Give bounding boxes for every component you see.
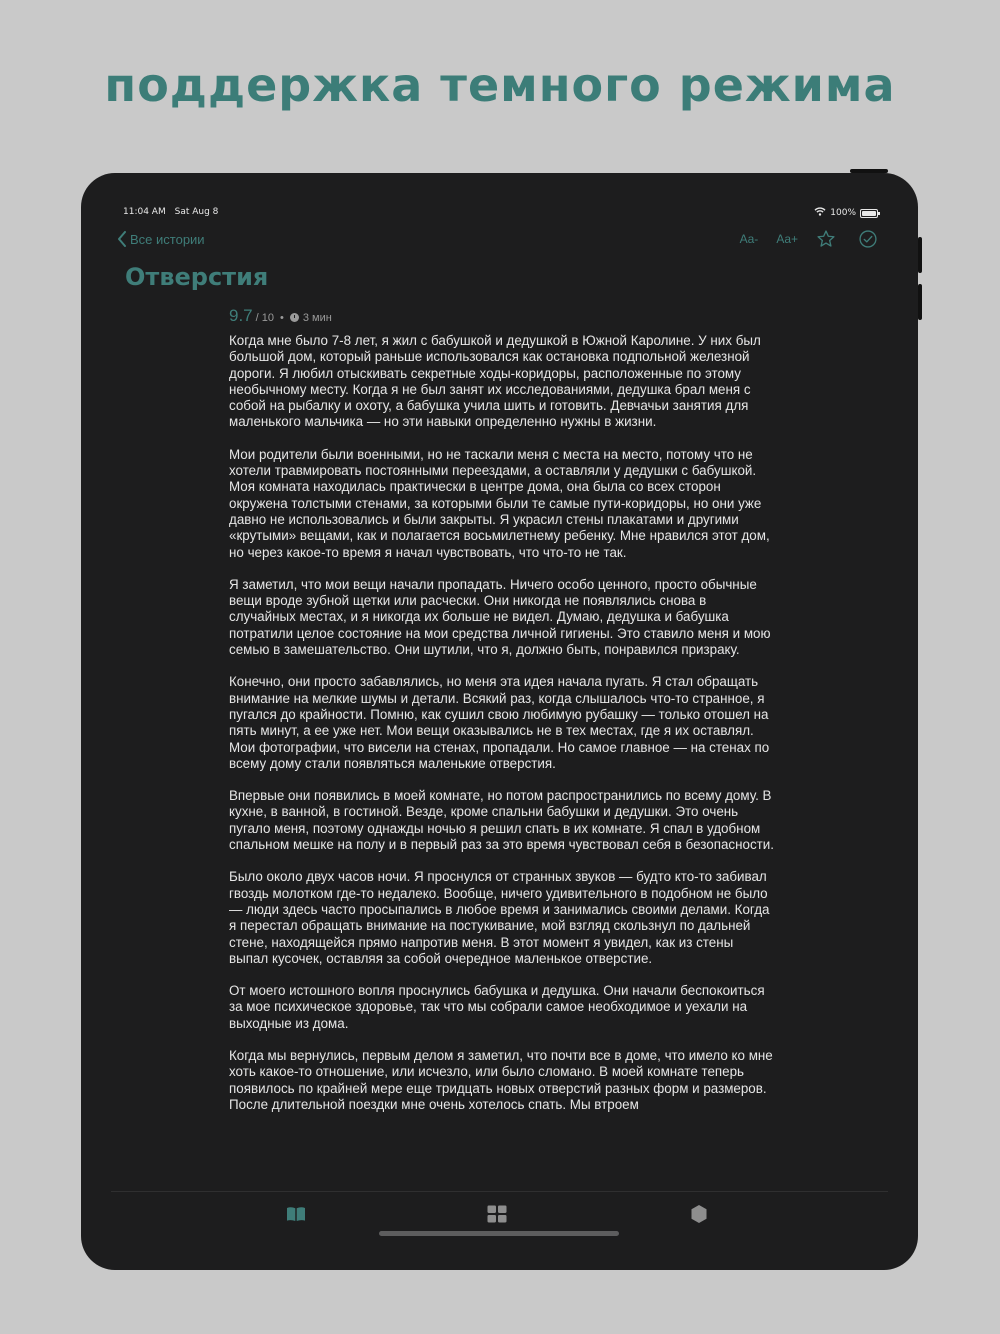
nav-bar — [117, 229, 878, 253]
status-bar — [123, 207, 878, 221]
home-indicator[interactable] — [379, 1231, 619, 1236]
story-title: Отверстия — [125, 263, 269, 291]
story-paragraph: Я заметил, что мои вещи начали пропадать. Ничего особо ценного, просто обычные вещи вроде зубной щетки или расчески. Они никогда не появлялись снова в случайных местах, и я никогда их больше не видел. Думаю, дедушка и бабушка потратили целое состояние на мои средства личной гигиены. Это ставило меня и мою семью в замешательство. Они шутили, что я, должно быть, понравился призраку. — [229, 576, 771, 658]
story-paragraph: Мои родители были военными, но не таскали меня с места на место, потому что не хотели травмировать постоянными переездами, а оставляли у дедушки с бабушкой. Моя комната находилась практически в центре дома, она была со всех сторон окружена толстыми стенами, за которыми были те самые пути-коридоры, но они уже давно не использовались и были закрыты. Я украсил стены плакатами и другими «крутыми» вещами, как и полагается восьмилетнему ребенку. Мне нравился этот дом, но через какое-то время я начал чувствовать, что что-то не так. — [229, 446, 770, 560]
battery-cap — [878, 212, 880, 215]
battery-level — [862, 211, 876, 216]
battery-percent: 100% — [830, 208, 856, 218]
favorite-button[interactable] — [816, 229, 836, 249]
checkmark-circle-icon — [858, 229, 878, 249]
meta-separator: • — [280, 312, 284, 324]
font-increase-button[interactable]: Aa+ — [776, 232, 798, 246]
device-volume-down-button — [918, 284, 922, 320]
grid-icon — [487, 1205, 507, 1223]
status-time-date — [123, 207, 218, 217]
back-button-label: Все истории — [130, 231, 205, 247]
read-time: 3 мин — [302, 312, 332, 324]
status-right — [814, 207, 878, 219]
wifi-icon — [814, 207, 826, 219]
tab-bar-divider — [111, 1191, 888, 1192]
story-paragraph: Конечно, они просто забавлялись, но меня эта идея начала пугать. Я стал обращать внимание на мелкие шумы и детали. Всякий раз, когда слышалось что-то странное, я пугался до крайности. Помню, как сушил свою любимую рубашку — только отошел на пять минут, а ее уже нет. Мои вещи оказывались не в тех местах, где я их оставлял. Мои фотографии, что висели на стенах, пропадали. Но самое главное — на стенах по всему дому стали появляться маленькие отверстия. — [229, 674, 770, 771]
tablet-device — [81, 173, 918, 1270]
font-decrease-button[interactable]: Aa- — [739, 232, 759, 246]
story-rating-max: / 10 — [255, 312, 274, 324]
story-paragraph: Впервые они появились в моей комнате, но потом распространились по всему дому. В кухне, в ванной, в гостиной. Везде, кроме спальни бабушки и дедушки. Это очень пугало меня, поэтому однажды ночью я решил спать в их комнате. Я спал в удобном спальном мешке на полу и в первый раз за это время чувствовал себя в безопасности. — [229, 788, 774, 853]
back-button[interactable] — [117, 231, 205, 247]
chevron-left-icon — [117, 231, 127, 247]
book-icon — [286, 1206, 306, 1222]
clock-icon — [290, 313, 299, 322]
nav-actions — [740, 229, 878, 249]
story-meta — [229, 306, 332, 326]
mark-read-button[interactable] — [858, 229, 878, 249]
status-time: 11:04 AM — [123, 207, 166, 217]
story-rating: 9.7 — [229, 306, 253, 325]
star-icon — [816, 229, 836, 249]
tab-stories[interactable] — [284, 1203, 308, 1225]
story-text[interactable] — [229, 333, 774, 1190]
story-paragraph: Когда мне было 7-8 лет, я жил с бабушкой и дедушкой в Южной Каролине. У них был большой дом, который раньше использовался как остановка подпольной железной дороги. Я любил отыскивать секретные ходы-коридоры, расположенные по этому необычному месту. Когда я не был занят их исследованиями, дедушка брал меня с собой на рыбалку и охоту, а бабушка учила шить и готовить. Девчачьи занятия для маленького мальчика — но эти навыки определенно нужны в жизни. — [229, 333, 761, 430]
device-volume-up-button — [918, 237, 922, 273]
story-paragraph: От моего истошного вопля проснулись бабушка и дедушка. Они начали беспокоиться за мое психическое здоровье, так что мы собрали самое необходимое и уехали на выходные из дома. — [229, 983, 765, 1031]
promo-title: поддержка темного режима — [104, 58, 896, 112]
story-paragraph: Когда мы вернулись, первым делом я заметил, что почти все в доме, что имело ко мне хоть какое-то отношение, или исчезло, или было сломано. В моей комнате теперь появилось по крайней мере еще тридцать новых отверстий разных форм и размеров. После длительной поездки мне очень хотелось спать. Мы втроем — [229, 1047, 773, 1112]
story-paragraph: Было около двух часов ночи. Я проснулся от странных звуков — будто кто-то забивал гвоздь молотком где-то недалеко. Вообще, ничего удивительного в подобном не было — люди здесь часто просыпались в любое время и занимались своими делами. Когда я перестал обращать внимание на постукивание, мой взгляд скользнул по дальней стене, находящейся прямо напротив меня. В этот момент я увидел, как из стены выпал кусочек, оставляя за собой очередное маленькое отверстие. — [229, 869, 770, 966]
tab-catalog[interactable] — [485, 1203, 509, 1225]
status-date: Sat Aug 8 — [174, 207, 219, 217]
battery-icon — [860, 209, 878, 218]
hexagon-icon — [690, 1204, 708, 1224]
tab-more[interactable] — [687, 1203, 711, 1225]
tab-bar — [81, 1203, 918, 1227]
